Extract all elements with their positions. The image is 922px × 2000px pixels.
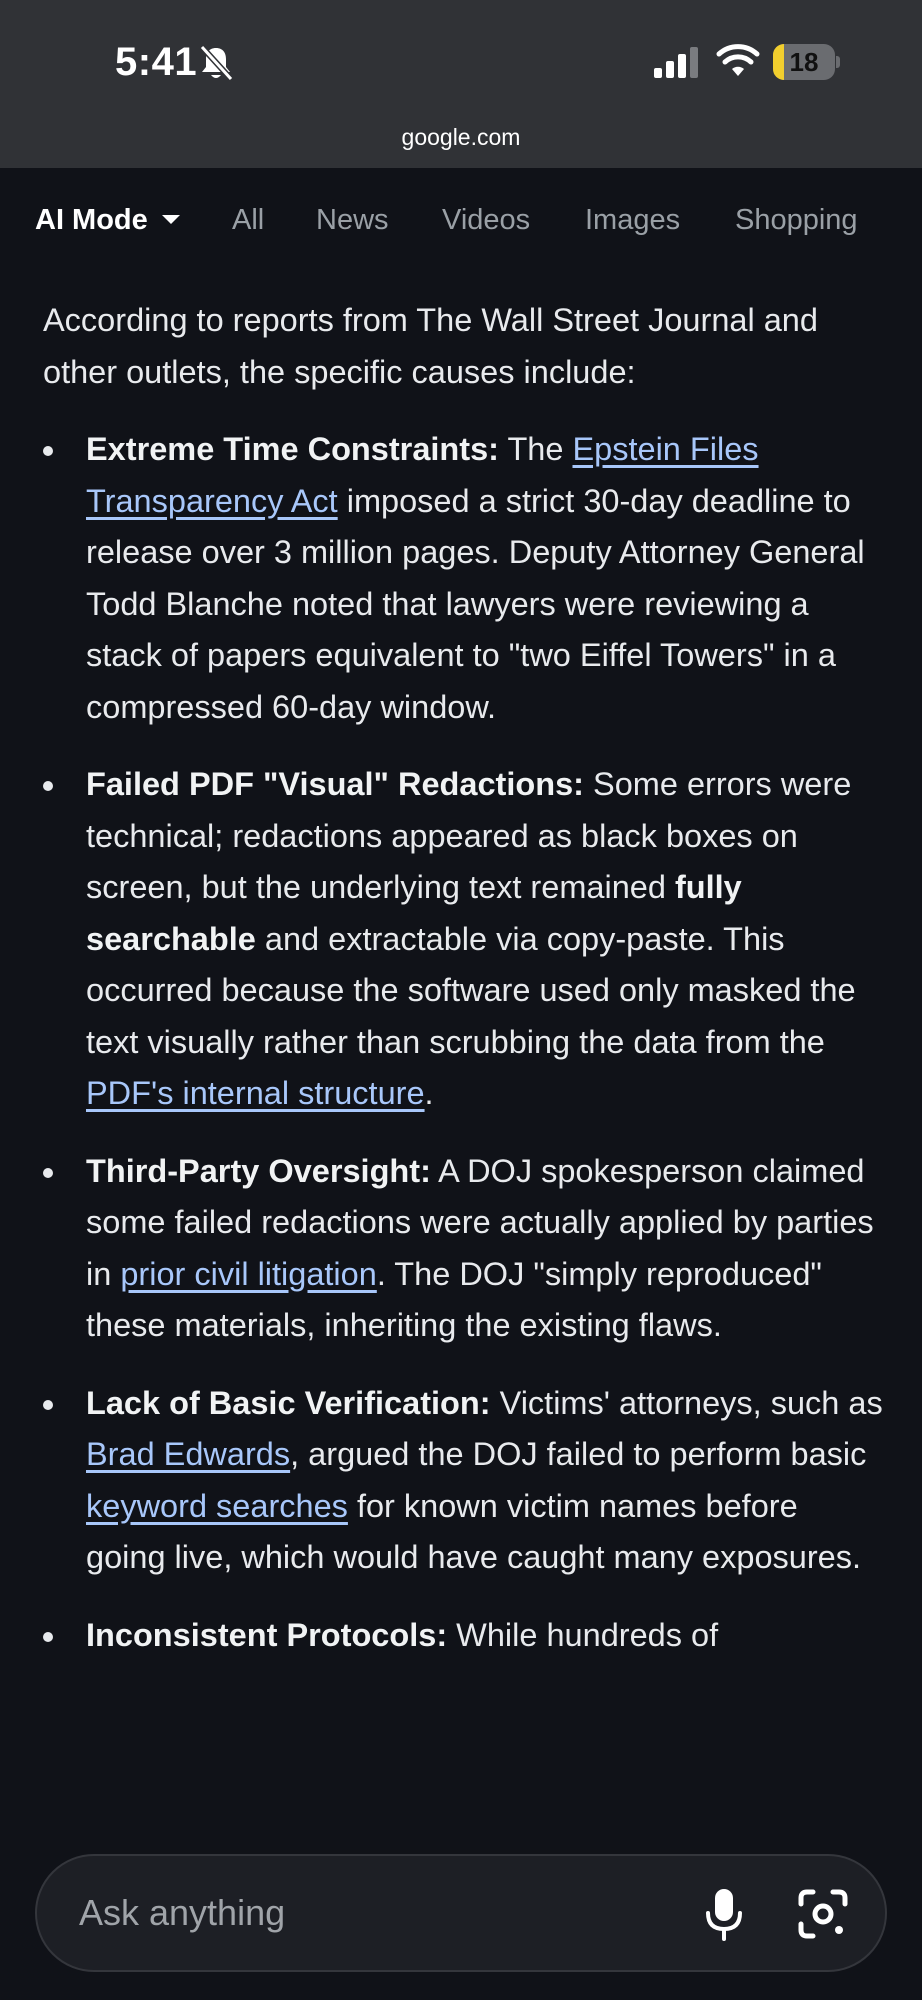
bullet-title: Third-Party Oversight:: [86, 1152, 431, 1189]
bold-phrase: fully searchable: [86, 869, 742, 957]
bullet-text: , argued the DOJ failed to perform basic: [290, 1436, 867, 1472]
tab-shopping[interactable]: Shopping: [735, 204, 858, 236]
chevron-down-icon: [162, 215, 180, 224]
microphone-icon[interactable]: [697, 1886, 751, 1942]
link-brad-edwards[interactable]: Brad Edwards: [86, 1436, 291, 1472]
list-item: [43, 424, 883, 733]
bullet-text: imposed a strict 30-day deadline to release over 3 million pages. Deputy Attorney General Todd Blanche noted that lawyers were reviewing a stack of papers equivalent to "two Eiffel Towers" in a compressed 60-day window.: [86, 482, 865, 725]
bullet-text: and extractable via copy-paste. This occurred because the software used only masked the text visually rather than scrubbing the data from the: [86, 920, 856, 1060]
bullet-title: Inconsistent Protocols:: [86, 1616, 448, 1653]
address-bar-url[interactable]: google.com: [401, 124, 521, 150]
cause-list: [43, 424, 883, 1661]
bell-slash-icon: [198, 44, 234, 82]
bullet-text: for known victim names before going live, which would have caught many exposures.: [86, 1487, 862, 1575]
answer-intro: According to reports from The Wall Street Journal and other outlets, the specific causes include:: [43, 302, 818, 390]
bullet-title: Extreme Time Constraints:: [86, 431, 499, 467]
link-keyword-searches[interactable]: keyword searches: [86, 1487, 348, 1524]
tab-ai-mode[interactable]: [35, 204, 180, 237]
bullet-title: Lack of Basic Verification:: [86, 1384, 491, 1421]
ask-bar[interactable]: [35, 1854, 887, 1972]
list-item: [43, 1610, 883, 1662]
list-item: [43, 759, 883, 1120]
tab-images[interactable]: Images: [585, 204, 681, 236]
link-epstein-files-transparency-act[interactable]: Epstein Files Transparency Act: [86, 431, 759, 519]
battery-tip: [836, 56, 840, 68]
search-tabs: [0, 168, 922, 272]
link-prior-civil-litigation[interactable]: prior civil litigation: [120, 1255, 377, 1292]
bullet-text: While hundreds of: [447, 1616, 719, 1653]
battery-body: [773, 44, 835, 80]
status-bar: [0, 0, 922, 168]
status-time: 5:41: [115, 40, 198, 84]
bullet-title: Failed PDF "Visual" Redactions:: [86, 766, 584, 802]
bullet-text: . The DOJ "simply reproduced" these materials, inheriting the existing flaws.: [86, 1255, 822, 1343]
tab-videos[interactable]: Videos: [442, 204, 531, 236]
list-item: [43, 1378, 883, 1584]
ai-answer: [43, 295, 883, 1687]
tab-label: AI Mode: [35, 204, 148, 236]
google-lens-icon[interactable]: [795, 1886, 851, 1942]
battery-icon: [773, 44, 841, 80]
battery-level: 18: [789, 47, 819, 77]
tab-all[interactable]: All: [232, 204, 265, 236]
link-pdf-internal-structure[interactable]: PDF's internal structure: [86, 1075, 425, 1111]
bullet-text: The: [499, 431, 573, 467]
bullet-text: .: [424, 1075, 434, 1111]
bullet-text: A DOJ spokesperson claimed some failed redactions were actually applied by parties in: [86, 1152, 874, 1292]
bullet-text: Victims' attorneys, such as: [490, 1384, 883, 1421]
list-item: [43, 1146, 883, 1352]
cellular-signal-icon: [652, 46, 700, 78]
ask-input[interactable]: [79, 1880, 679, 1946]
tab-news[interactable]: News: [316, 204, 389, 236]
bullet-text: Some errors were technical; redactions appeared as black boxes on screen, but the underlying text remained: [86, 766, 852, 905]
wifi-icon: [716, 44, 760, 78]
